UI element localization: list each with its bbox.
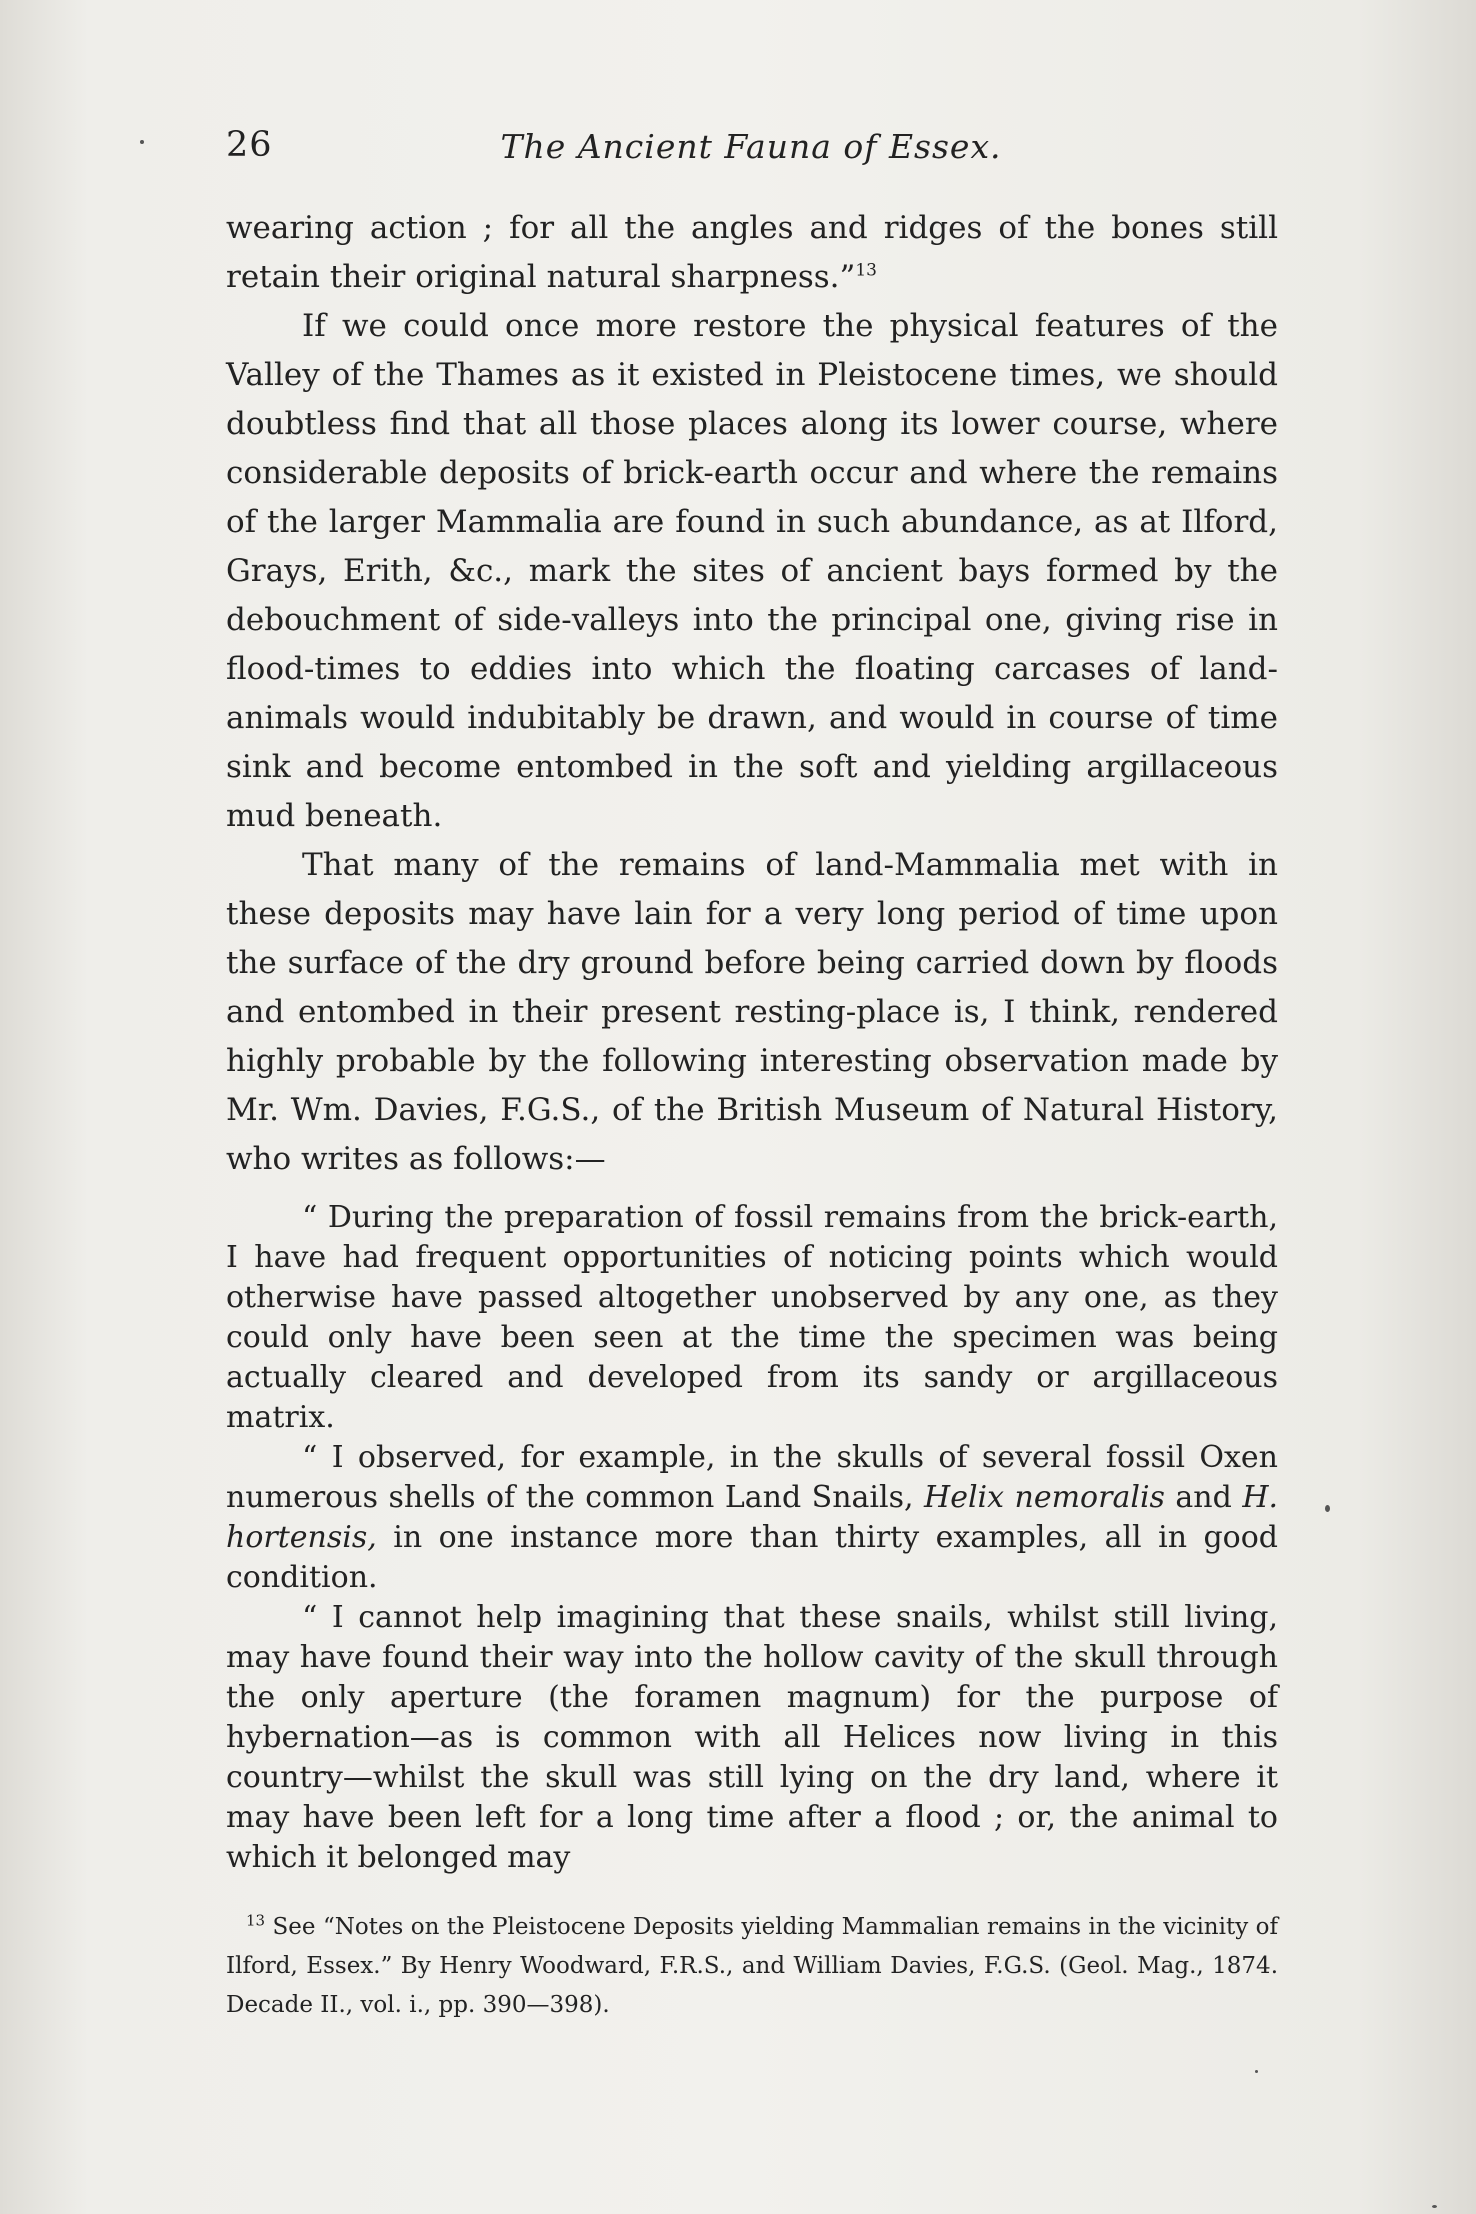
quote-text: “ I observed, for example, in the skulls of several fossil Oxen numerous shells of the common Land Snails,	[226, 1440, 1278, 1515]
quote-text: and	[1164, 1480, 1243, 1515]
page-header	[226, 125, 1276, 175]
quote-paragraph: “ During the preparation of fossil remains from the brick-earth, I have had frequent opportunities of noticing points which would otherwise have passed altogether unobserved by any one, as they could only have been seen at the time the specimen was being actually cleared and developed from its sandy or argillaceous matrix.	[226, 1200, 1278, 1435]
footnote	[226, 1908, 1278, 2025]
paragraph: That many of the remains of land-Mammalia met with in these deposits may have lain for a very long period of time upon the surface of the dry ground before being carried down by floods and entombed in their present resting-place is, I think, rendered highly probable by the following interesting observation made by Mr. Wm. Davies, F.G.S., of the British Museum of Natural History, who writes as follows:—	[226, 847, 1278, 1177]
quote-text: in one instance more than thirty examples, all in good condition.	[226, 1520, 1278, 1595]
species-name: H. hortensis,	[226, 1480, 1279, 1555]
paragraph: If we could once more restore the physical features of the Valley of the Thames as it existed in Pleistocene times, we should doubtless find that all those places along its lower course, where considerable deposits of brick-earth occur and where the remains of the larger Mammalia are found in such abundance, as at Ilford, Grays, Erith, &c., mark the sites of ancient bays formed by the debouchment of side-valleys into the principal one, giving rise in flood-times to eddies into which the floating carcases of land-animals would indubitably be drawn, and would in course of time sink and become entombed in the soft and yielding argillaceous mud beneath.	[226, 308, 1278, 834]
print-speck	[140, 140, 144, 144]
quote-paragraph: “ I cannot help imagining that these snails, whilst still living, may have found their way into the hollow cavity of the skull through the only aperture (the foramen magnum) for the purpose of hybernation—as is common with all Helices now living in this country—whilst the skull was still lying on the dry land, where it may have been left for a long time after a flood ; or, the animal to which it belonged may	[226, 1600, 1278, 1875]
species-name: Helix nemoralis	[924, 1480, 1165, 1515]
print-speck	[1432, 2205, 1437, 2208]
paragraph-continuation	[226, 204, 1278, 302]
footnote-marker: 13	[246, 1911, 266, 1930]
print-speck	[1325, 1505, 1330, 1512]
footnote-text	[226, 1908, 1278, 2025]
quoted-passage	[226, 1198, 1278, 1878]
paragraph-text: wearing action ; for all the angles and ridges of the bones still retain their original natural sharpness.”	[226, 210, 1278, 295]
running-title: The Ancient Fauna of Essex.	[500, 127, 1002, 166]
footnote-reference: 13	[855, 260, 877, 281]
quote-paragraph	[226, 1438, 1278, 1598]
print-speck	[1255, 2070, 1258, 2073]
page-number: 26	[226, 125, 273, 165]
main-text	[226, 204, 1278, 1184]
footnote-body: See “Notes on the Pleistocene Deposits yielding Mammalian remains in the vicinity of Ilford, Essex.” By Henry Woodward, F.R.S., and William Davies, F.G.S. (Geol. Mag., 1874. Decade II., vol. i., pp. 390—398).	[226, 1914, 1279, 2018]
